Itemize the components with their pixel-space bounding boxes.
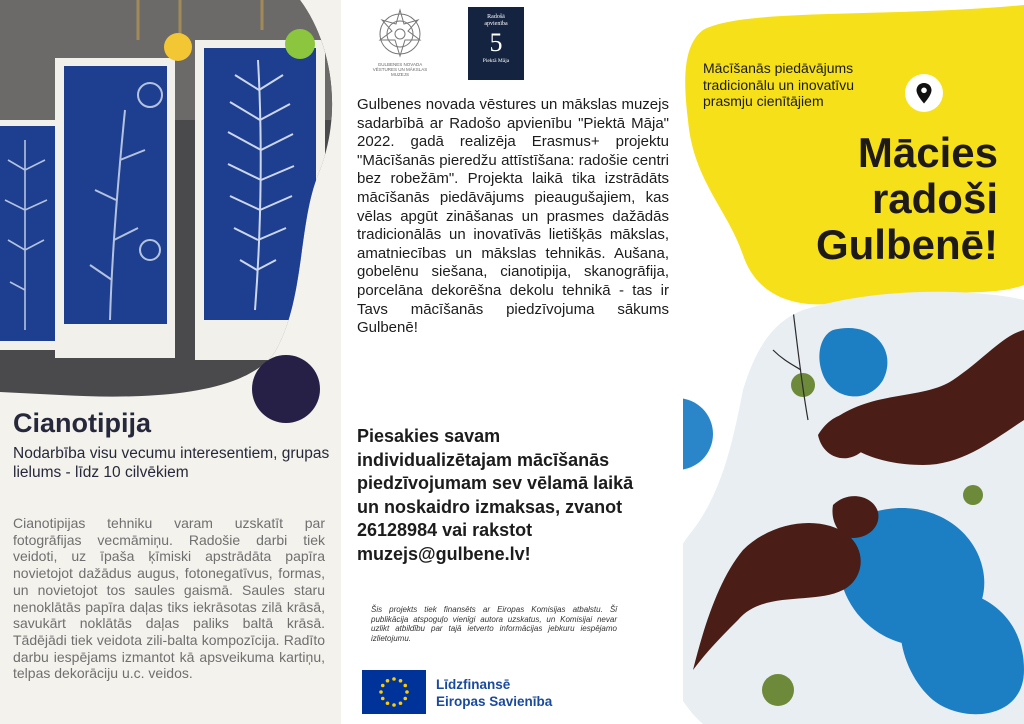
museum-logo-text: GULBENES NOVADA VĒSTURES UN MĀKSLAS MUZEJS [372,62,428,77]
call-to-action: Piesakies savam individualizētajam mācīšanās piedzīvojumam sev vēlamā laikā un noskaidro izmaksas, zvanot 26128984 vai rakstot muzejs@gulbene.lv! [357,426,634,564]
museum-logo [367,6,433,80]
piekta-maja-logo-bottom: Piektā Māja [482,58,510,64]
eu-star-icon [403,697,407,701]
main-heading-line2: radoši [871,175,998,222]
eu-star-icon [399,701,403,705]
decor-circle-navy [252,355,320,423]
eu-star-icon [381,684,385,688]
left-panel [0,0,341,724]
eu-cofunded-line1: Līdzfinansē [436,677,511,692]
eu-star-icon [386,701,390,705]
cyanotype-photo [0,0,341,400]
intro-text: Gulbenes novada vēstures un mākslas muzejs sadarbībā ar Radošo apvienību "Piektā Māja" 2022. gadā realizēja Erasmus+ projektu "Mācīšanās pieredžu attīstīšana: radošie centri bez robežām". Projekta laikā tika izstrādāts mācīšanās piedāvājums pieaugušajiem, kas vēlas apgūt zināšanas un prasmes dažādās tradicionālās un inovatīvās lietišķās mākslas, amatniecības un mākslas tehnikās. Aušana, gobelēnu siešana, cianotipija, skanogrāfija, porcelāna dekorēšna dekolu tehnikā - tas ir Tavs mācīšanās piedzīvojuma sākums Gulbenē! [357,96,669,337]
main-heading [816,130,998,268]
section-subtitle: Nodarbība visu vecumu interesentiem, grupas lielums - līdz 10 cilvēkiem [13,445,330,481]
location-badge [905,74,943,112]
section-body: Cianotipijas tehniku varam uzskatīt par fotogrāfijas vecmāmiņu. Radošie darbi tiek veidoti, uz īpaša ķīmiski apstrādāta papīra novietojot dažādus augus, fotonegatīvus, formas, un novietojot tos saules gaismā. Saules staru nenoklātās papīra daļas tiks iekrāsotas zilā krāsā, savukārt noklātās daļas paliks baltā krāsā. Tādējādi tiek veidota zili-balta kompozīcija. Radīto darbu iespējams izmantot kā apsveikuma kartiņu, telpas dekorāciju u.c. veidos. [13,515,325,682]
main-heading-line3: Gulbenē! [815,221,998,268]
eu-star-icon [392,703,396,707]
porcelain-photo [683,290,1024,724]
museum-emblem-icon [375,6,425,62]
eu-star-icon [399,679,403,683]
right-panel [683,0,1024,724]
middle-panel [341,0,683,724]
piekta-maja-logo-top: Radošā apvienība [484,14,508,27]
offer-text: Mācīšanās piedāvājums tradicionālu un inovatīvu prasmju cienītājiem [703,60,854,110]
eu-star-icon [392,677,396,681]
main-heading-line1: Mācies [857,129,998,176]
section-title: Cianotipija [13,408,152,438]
eu-star-icon [381,697,385,701]
eu-flag-icon [362,670,426,714]
eu-cofunded-line2: Eiropas Savienība [436,694,553,709]
eu-star-icon [403,684,407,688]
eu-star-icon [386,679,390,683]
funding-disclaimer: Šis projekts tiek finansēts ar Eiropas Komisijas atbalstu. Šī publikācija atspoguļo vienīgi autora uzskatus, un Komisijai nevar uzlikt atbildību par tajā ietverto informācijas jebkuru iespējamo izlietojumu. [371,605,617,643]
piekta-maja-logo [468,7,524,80]
piekta-maja-logo-number: 5 [489,28,503,57]
eu-star-icon [379,690,383,694]
eu-star-icon [405,690,409,694]
location-pin-icon [905,74,943,112]
eu-cofunded-label [436,676,552,710]
